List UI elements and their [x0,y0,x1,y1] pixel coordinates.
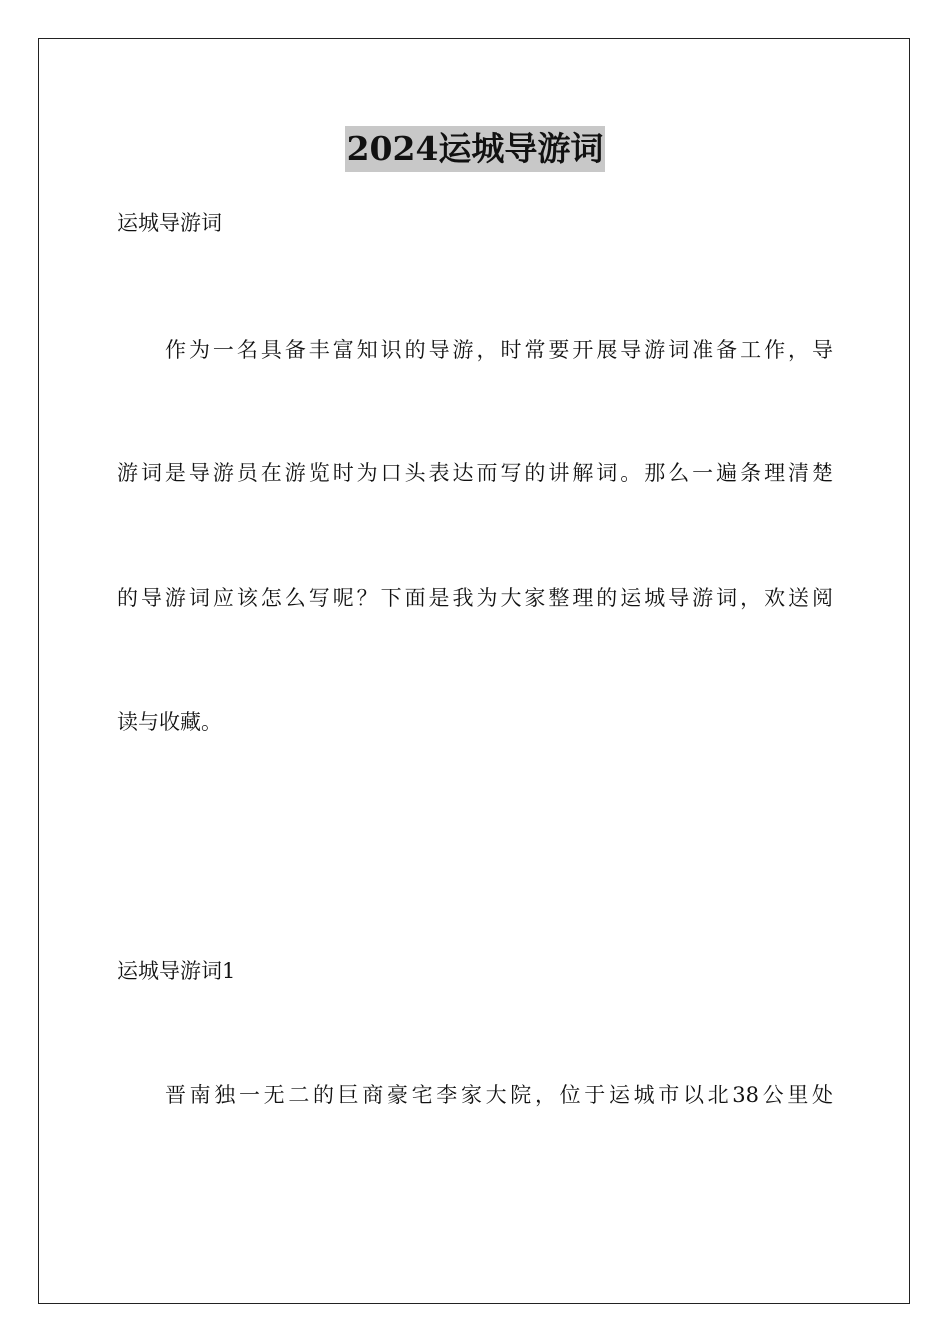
paragraph-line: 游词是导游员在游览时为口头表达而写的讲解词。那么一遍条理清楚 [117,461,833,485]
paragraph-line: 读与收藏。 [117,710,222,734]
document-subtitle: 运城导游词 [117,211,222,235]
paragraph-line: 作为一名具备丰富知识的导游，时常要开展导游词准备工作，导 [165,338,833,362]
document-title [0,126,950,178]
document-title-text: 2024运城导游词 [345,126,606,172]
section-heading: 运城导游词1 [117,959,236,983]
paragraph-line: 晋南独一无二的巨商豪宅李家大院，位于运城市以北38公里处 [165,1083,833,1107]
paragraph-line: 的导游词应该怎么写呢？下面是我为大家整理的运城导游词，欢送阅 [117,586,833,610]
